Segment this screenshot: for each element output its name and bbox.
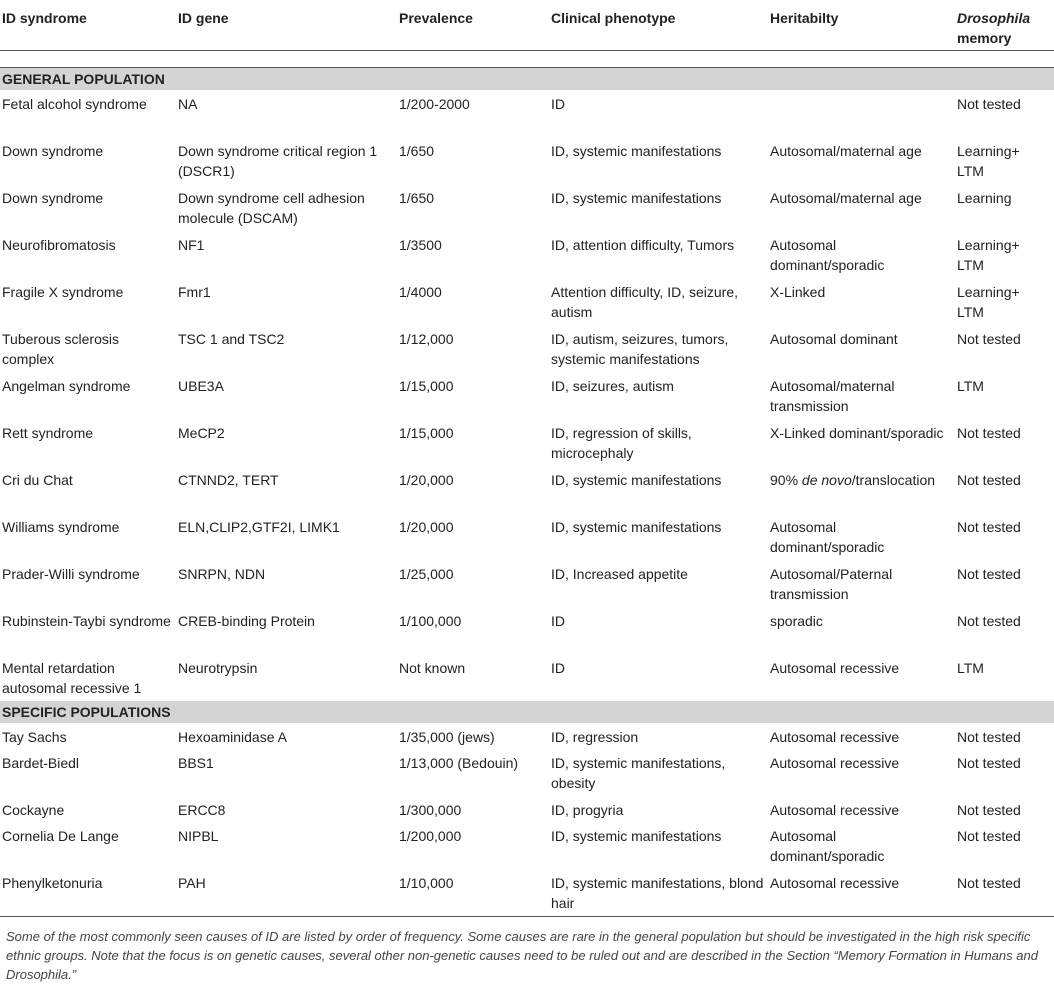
cell-gene: Hexoaminidase A [178,729,287,745]
cell-gene: CTNND2, TERT [178,471,279,488]
cell-prevalence: 1/12,000 [399,330,454,347]
cell-heritability: Autosomal dominant/sporadic [770,236,885,273]
cell-memory: LTM [957,659,984,676]
cell-memory: Not tested [957,612,1021,629]
cell-heritability: Autosomal dominant/sporadic [770,518,885,555]
table-row [0,90,1054,137]
cell-syndrome: Down syndrome [2,189,104,206]
cell-prevalence: 1/20,000 [399,471,454,488]
table-row [0,137,1054,184]
cell-syndrome: Phenylketonuria [0,869,176,916]
cell-gene: NIPBL [178,828,219,844]
table-row [0,869,1054,916]
table-row [0,278,1054,325]
cell-syndrome: Neurofibromatosis [2,236,116,253]
cell-syndrome: Angelman syndrome [2,377,131,394]
cell-syndrome: Bardet-Biedl [2,755,80,771]
cell-phenotype: ID, regression [551,729,639,745]
cell-gene: MeCP2 [178,424,225,441]
cell-memory: Not tested [957,802,1021,818]
cell-memory: Learning+ LTM [957,236,1020,273]
cell-heritability: X-Linked dominant/sporadic [770,424,944,441]
table-row [0,822,1054,869]
header-clinical-phenotype: Clinical phenotype [551,10,676,26]
cell-syndrome: Prader-Willi syndrome [2,565,140,582]
table-footnote: Some of the most commonly seen causes of ID are listed by order of frequency. Some causes are rare in the general population but should be investigated in the high risk specific ethnic groups. Note that the focus is on genetic causes, several other non-genetic causes need to be ruled out and are described in the Section “Memory Formation in Humans and Drosophila.” [6,928,1038,982]
cell-memory: Learning+ LTM [957,142,1020,179]
cell-syndrome: Mental retardation autosomal recessive 1 [2,659,142,696]
cell-gene: ERCC8 [178,802,226,818]
cell-syndrome: Rett syndrome [2,424,94,441]
cell-gene: NF1 [178,236,205,253]
cell-memory: Learning+ LTM [957,283,1020,320]
cell-prevalence: 1/13,000 (Bedouin) [399,755,519,771]
cell-syndrome: Down syndrome [2,142,104,159]
cell-prevalence: 1/35,000 (jews) [399,729,495,745]
cell-phenotype: ID, autism, seizures, tumors, systemic manifestations [551,330,729,367]
cell-prevalence: 1/25,000 [399,565,454,582]
cell-prevalence: 1/100,000 [399,612,462,629]
cell-prevalence: 1/10,000 [397,869,549,916]
cell-heritability: Autosomal/Paternal transmission [770,565,893,602]
cell-heritability: Autosomal/maternal age [770,142,922,159]
cell-memory: Not tested [957,565,1021,582]
header-heritability: Heritabilty [770,10,839,26]
cell-memory: Not tested [957,95,1021,112]
table-row [0,607,1054,654]
section-label: SPECIFIC POPULATIONS [0,701,1054,724]
cell-heritability: Autosomal/maternal age [770,189,922,206]
cell-heritability [768,90,955,137]
table-row [0,749,1054,796]
table-row [0,723,1054,749]
cell-syndrome: Tay Sachs [2,729,67,745]
cell-gene: Neurotrypsin [178,659,258,676]
cell-syndrome: Cri du Chat [2,471,73,488]
table-row [0,325,1054,372]
section-specific-populations [0,701,1054,724]
cell-memory: LTM [957,377,984,394]
cell-heritability: Autosomal dominant/sporadic [770,828,885,864]
table-row [0,513,1054,560]
cell-prevalence: 1/300,000 [399,802,462,818]
cell-heritability [768,466,955,513]
header-memory-italic: Drosophila [957,10,1031,26]
cell-syndrome: Tuberous sclerosis complex [2,330,119,367]
cell-phenotype: ID, systemic manifestations [551,471,722,488]
cell-gene: CREB-binding Protein [178,612,315,629]
cell-memory: Not tested [957,424,1021,441]
cell-phenotype: ID, Increased appetite [551,565,688,582]
cell-memory: Not tested [955,869,1054,916]
cell-gene: Down syndrome critical region 1 (DSCR1) [178,142,378,179]
heritability-text: 90% [770,471,802,488]
cell-phenotype: ID [551,612,565,629]
header-prevalence: Prevalence [399,10,473,26]
header-id-gene: ID gene [178,10,229,26]
header-drosophila-memory [955,0,1054,50]
cell-prevalence: 1/200-2000 [399,95,470,112]
cell-prevalence: Not known [399,659,466,676]
cell-heritability: X-Linked [770,283,826,300]
cell-memory: Not tested [957,471,1021,488]
heritability-text: /translocation [851,471,936,488]
table-row [0,654,1054,701]
table-row [0,466,1054,513]
table-row [0,560,1054,607]
cell-gene: SNRPN, NDN [178,565,266,582]
cell-memory: Not tested [957,518,1021,535]
cell-heritability: Autosomal recessive [768,869,955,916]
table-row [0,419,1054,466]
cell-phenotype: ID [551,95,565,112]
cell-gene: UBE3A [178,377,224,394]
cell-memory: Not tested [957,729,1021,745]
cell-memory: Not tested [957,755,1021,771]
cell-prevalence: 1/200,000 [399,828,462,844]
heritability-italic-text: de novo [801,471,852,488]
cell-heritability: sporadic [770,612,823,629]
cell-phenotype: ID [551,659,565,676]
cell-prevalence: 1/650 [399,189,435,206]
cell-phenotype: ID, attention difficulty, Tumors [551,236,735,253]
table-row [0,184,1054,231]
cell-phenotype: ID, seizures, autism [551,377,674,394]
table-row [0,231,1054,278]
cell-phenotype: ID, systemic manifestations [551,518,722,535]
cell-phenotype: ID, regression of skills, microcephaly [551,424,692,461]
cell-gene: ELN,CLIP2,GTF2I, LIMK1 [178,518,340,535]
cell-phenotype: ID, progyria [551,802,624,818]
cell-prevalence: 1/3500 [399,236,442,253]
cell-heritability: Autosomal recessive [770,729,900,745]
cell-syndrome: Cornelia De Lange [2,828,119,844]
cell-phenotype: ID, systemic manifestations [551,189,722,206]
cell-prevalence: 1/4000 [399,283,442,300]
section-general-population [0,67,1054,90]
cell-syndrome: Cockayne [2,802,65,818]
cell-heritability: Autosomal recessive [770,802,900,818]
cell-syndrome: Fragile X syndrome [2,283,124,300]
cell-prevalence: 1/15,000 [399,424,454,441]
table-row [0,796,1054,822]
section-label: GENERAL POPULATION [0,67,1054,90]
cell-heritability: Autosomal recessive [770,755,900,771]
cell-gene: NA [178,95,198,112]
cell-gene: Fmr1 [178,283,211,300]
table-row [0,372,1054,419]
cell-gene: BBS1 [178,755,214,771]
cell-memory: Learning [957,189,1012,206]
header-id-syndrome: ID syndrome [2,10,87,26]
cell-phenotype: ID, systemic manifestations [551,828,722,844]
cell-phenotype: ID, systemic manifestations, obesity [551,755,726,791]
cell-gene: Down syndrome cell adhesion molecule (DSCAM) [178,189,365,226]
table-header-row [0,0,1054,50]
cell-gene: PAH [176,869,397,916]
cell-heritability: Autosomal/maternal transmission [770,377,895,414]
cell-gene: TSC 1 and TSC2 [178,330,285,347]
header-memory-rest: memory [957,30,1012,46]
cell-prevalence: 1/20,000 [399,518,454,535]
cell-phenotype: ID, systemic manifestations [551,142,722,159]
cell-syndrome: Rubinstein-Taybi syndrome [2,612,171,629]
cell-heritability: Autosomal recessive [770,659,900,676]
cell-phenotype: ID, systemic manifestations, blond hair [549,869,768,916]
cell-syndrome: Fetal alcohol syndrome [2,95,147,112]
cell-memory: Not tested [957,330,1021,347]
cell-prevalence: 1/15,000 [399,377,454,394]
cell-heritability: Autosomal dominant [770,330,898,347]
cell-memory: Not tested [957,828,1021,844]
cell-prevalence: 1/650 [399,142,435,159]
cell-phenotype: Attention difficulty, ID, seizure, autism [551,283,739,320]
cell-syndrome: Williams syndrome [2,518,120,535]
